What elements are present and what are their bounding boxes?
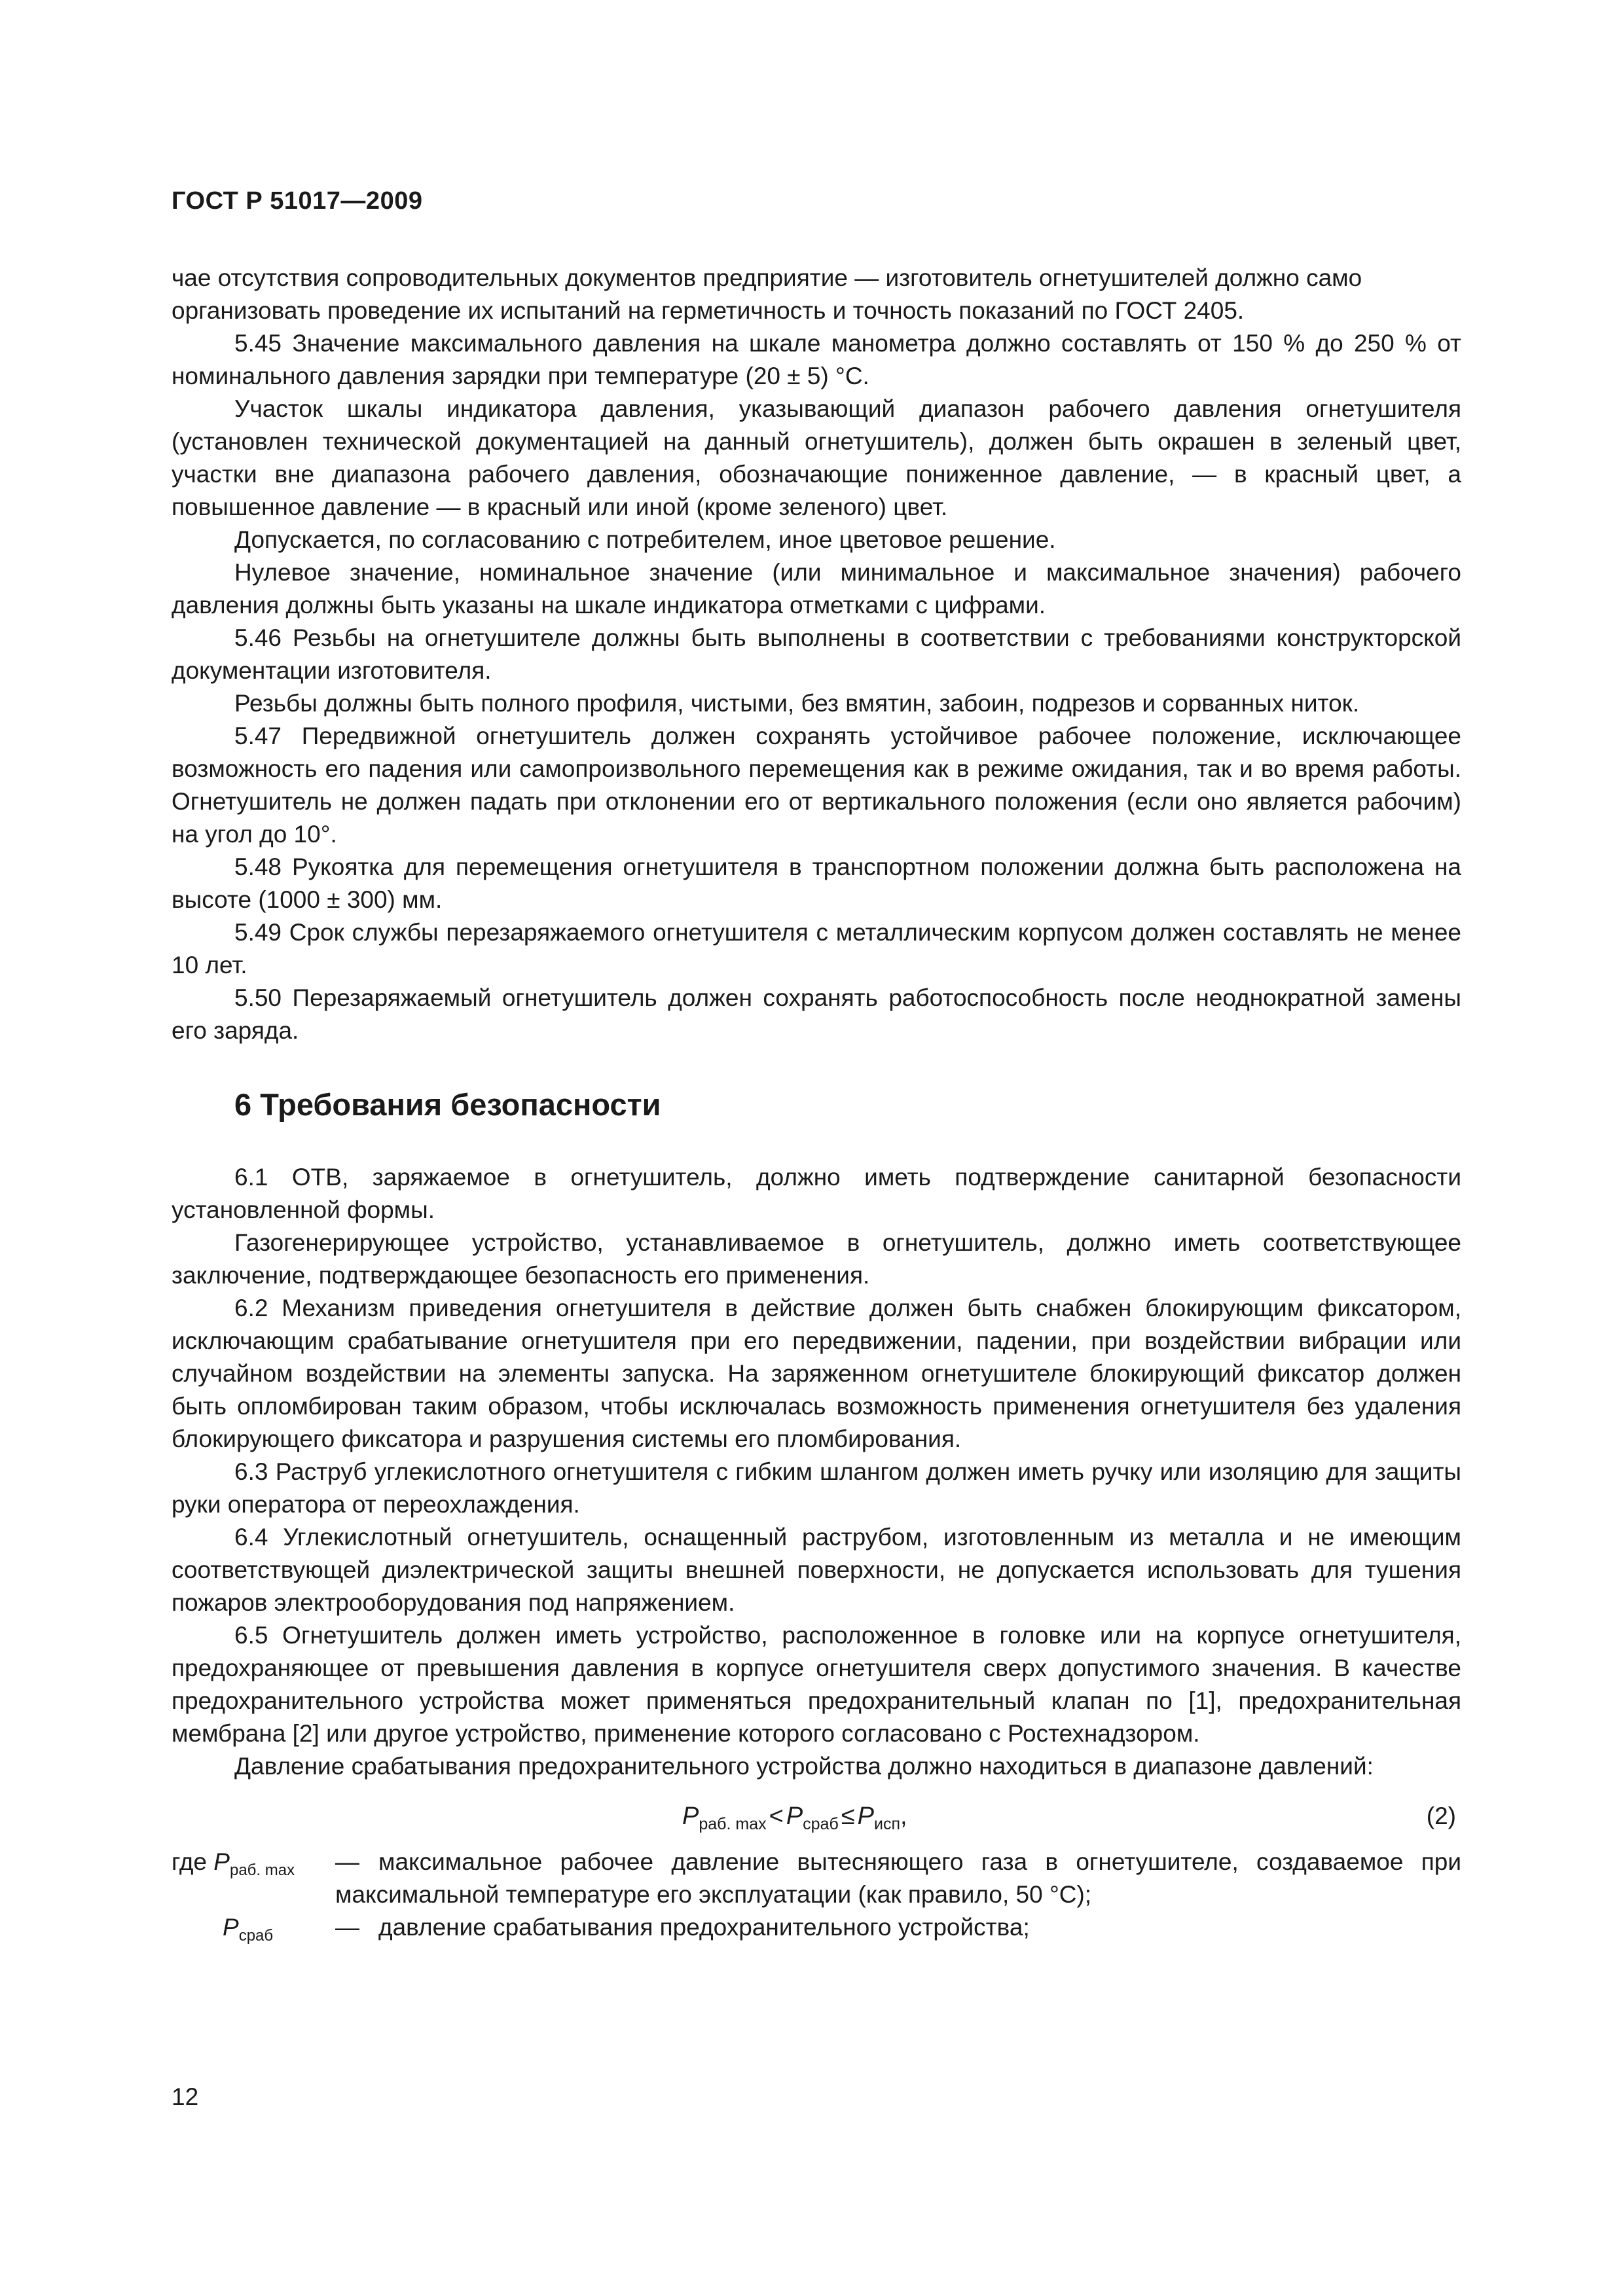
paragraph-5-47: 5.47 Передвижной огнетушитель должен сохранять устойчивое рабочее положение, исключающее возможность его падения или самопроизвольного перемещения как в режиме ожидания, так и во время работы. Огнетушитель не должен падать при отклонении его от вертикального положения (если оно является рабочим) на угол до 10°. (172, 723, 1461, 848)
paragraph-5-50: 5.50 Перезаряжаемый огнетушитель должен сохранять работоспособность после неоднократной замены его заряда. (172, 984, 1461, 1044)
document-body (172, 262, 1461, 1952)
page-number: 12 (172, 2083, 199, 2110)
paragraph-color-allowed: Допускается, по согласованию с потребителем, иное цветовое решение. (234, 526, 1056, 553)
formula: $P_{раб. max} < P_{сраб} \le P_{исп}$, (682, 1803, 907, 1833)
paragraph-6-2: 6.2 Механизм приведения огнетушителя в действие должен быть снабжен блокирующим фиксатором, исключающим срабатывание огнетушителя при его передвижении, падении, при воздействии вибрации или случайном воздействии на элементы запуска. На заряженном огнетушителе блокирующий фиксатор должен быть опломбирован таким образом, чтобы исключалась возможность применения огнетушителя без удаления блокирующего фиксатора и разрушения системы его пломбирования. (172, 1295, 1461, 1452)
where-description: — давление срабатывания предохранительного устройства; (335, 1914, 1030, 1941)
paragraph-pressure-range: Давление срабатывания предохранительного устройства должно находиться в диапазоне давлений: (234, 1753, 1374, 1780)
paragraph-5-46: 5.46 Резьбы на огнетушителе должны быть выполнены в соответствии с требованиями конструкторской документации изготовителя. (172, 624, 1461, 684)
where-list (172, 1846, 1461, 1952)
paragraph-6-5: 6.5 Огнетушитель должен иметь устройство, расположенное в головке или на корпусе огнетушителя, предохраняющее от превышения давления в корпусе огнетушителя сверх допустимого значения. В качестве предохранительного устройства может применяться предохранительный клапан по [1], предохранительная мембрана [2] или другое устройство, применение которого согласовано с Ростехнадзором. (172, 1622, 1461, 1747)
paragraph-continuation: чае отсутствия сопроводительных документов предприятие — изготовитель огнетушителей должно само организовать проведение их испытаний на герметичность и точность показаний по ГОСТ 2405. (172, 264, 1362, 324)
paragraph-scale-marks: Нулевое значение, номинальное значение (или минимальное и максимальное значения) рабочего давления должны быть указаны на шкале индикатора отметками с цифрами. (172, 559, 1461, 619)
where-term: где $P_{раб. max}$ (172, 1848, 295, 1879)
paragraph-6-4: 6.4 Углекислотный огнетушитель, оснащенный раструбом, изготовленным из металла и не имеющим соответствующей диэлектрической защиты внешней поверхности, не допускается использовать для тушения пожаров электрооборудования под напряжением. (172, 1524, 1461, 1616)
document-header: ГОСТ Р 51017—2009 (172, 187, 423, 215)
paragraph-5-48: 5.48 Рукоятка для перемещения огнетушителя в транспортном положении должна быть расположена на высоте (1000 ± 300) мм. (172, 853, 1461, 913)
paragraph-6-1: 6.1 ОТВ, заряжаемое в огнетушитель, должно иметь подтверждение санитарной безопасности установленной формы. (172, 1164, 1461, 1223)
formula-number: (2) (1426, 1803, 1456, 1829)
section-heading: 6 Требования безопасности (234, 1087, 661, 1122)
paragraph-gas-generator: Газогенерирующее устройство, устанавливаемое в огнетушитель, должно иметь соответствующее заключение, подтверждающее безопасность его применения. (172, 1229, 1461, 1289)
paragraph-threads: Резьбы должны быть полного профиля, чистыми, без вмятин, забоин, подрезов и сорванных ниток. (234, 690, 1360, 717)
paragraph-5-45: 5.45 Значение максимального давления на шкале манометра должно составлять от 150 % до 250 % от номинального давления зарядки при температуре (20 ± 5) °С. (172, 330, 1461, 389)
paragraph-6-3: 6.3 Раструб углекислотного огнетушителя с гибким шлангом должен иметь ручку или изоляцию для защиты руки оператора от переохлаждения. (172, 1458, 1461, 1518)
where-term: $P_{сраб}$ (223, 1914, 274, 1945)
paragraph-5-49: 5.49 Срок службы перезаряжаемого огнетушителя с металлическим корпусом должен составлять не менее 10 лет. (172, 919, 1461, 978)
formula-row (172, 1795, 1461, 1842)
paragraph-scale-color: Участок шкалы индикатора давления, указывающий диапазон рабочего давления огнетушителя (установлен технической документацией на данный огнетушитель), должен быть окрашен в зеленый цвет, участки вне диапазона рабочего давления, обозначающие пониженное давление, — в красный цвет, а повышенное давление — в красный или иной (кроме зеленого) цвет. (172, 395, 1461, 520)
where-description: — максимальное рабочее давление вытесняющего газа в огнетушителе, создаваемое при максимальной температуре его эксплуатации (как правило, 50 °С); (335, 1848, 1461, 1908)
